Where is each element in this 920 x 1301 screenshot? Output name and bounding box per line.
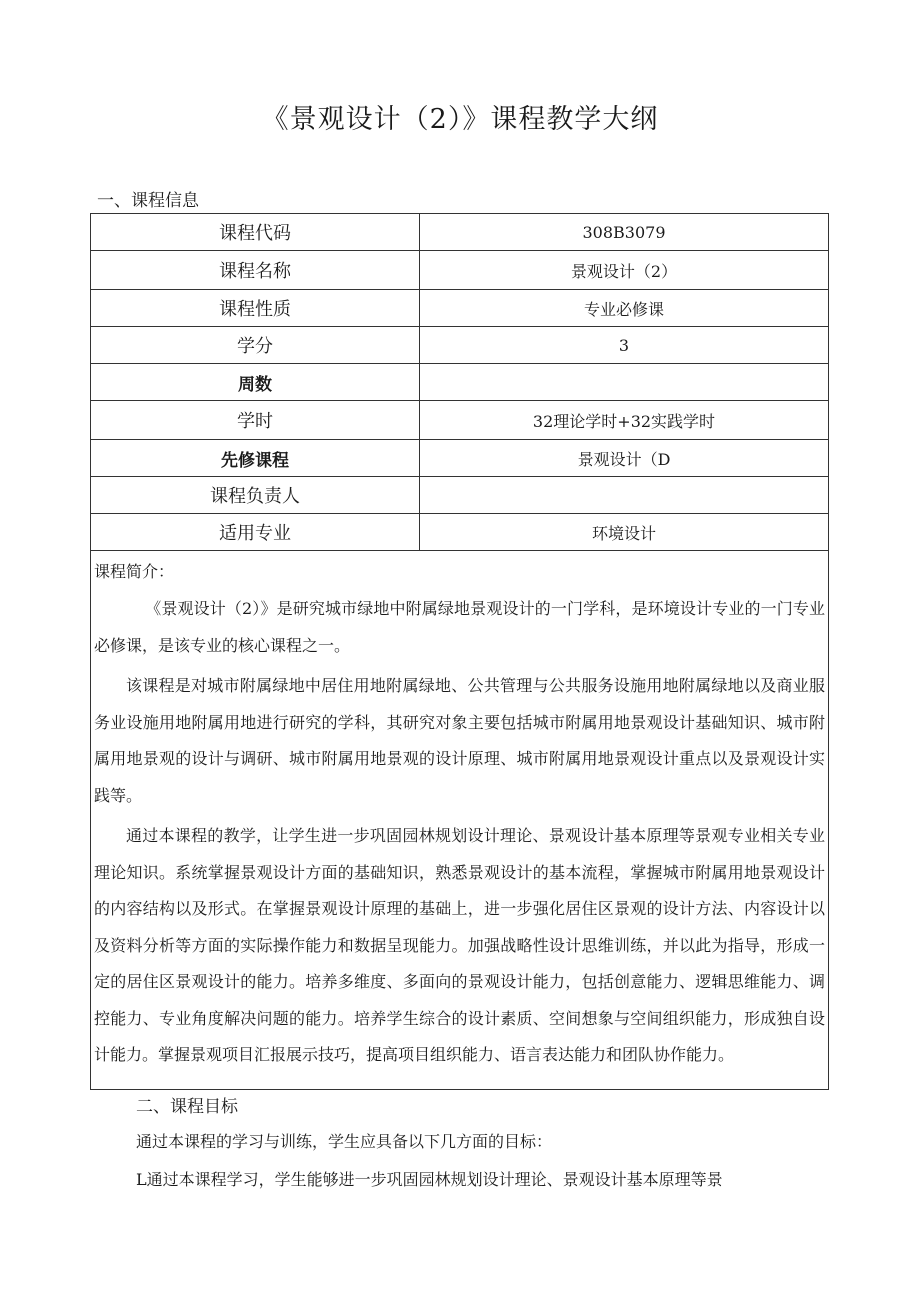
row-label-course-nature: 课程性质 xyxy=(91,290,420,327)
course-info-table xyxy=(90,213,829,551)
row-value-weeks xyxy=(420,364,829,401)
row-label-course-lead: 课程负责人 xyxy=(91,477,420,514)
table-row xyxy=(91,401,829,440)
table-row xyxy=(91,327,829,364)
table-row xyxy=(91,477,829,514)
row-label-hours: 学时 xyxy=(91,401,420,440)
objective-item-1: L通过本课程学习，学生能够进一步巩固园林规划设计理论、景观设计基本原理等景 xyxy=(136,1170,723,1189)
row-label-credits: 学分 xyxy=(91,327,420,364)
row-value-course-nature: 专业必修课 xyxy=(420,290,829,327)
row-value-prerequisite: 景观设计（D xyxy=(420,440,829,477)
intro-paragraph: 该课程是对城市附属绿地中居住用地附属绿地、公共管理与公共服务设施用地附属绿地以及商业服务业设施用地附属用地进行研究的学科，其研究对象主要包括城市附属用地景观设计基础知识、城市附属用地景观的设计与调研、城市附属用地景观的设计原理、城市附属用地景观设计重点以及景观设计实践等。 xyxy=(94,676,825,805)
intro-paragraph: 通过本课程的教学，让学生进一步巩固园林规划设计理论、景观设计基本原理等景观专业相关专业理论知识。系统掌握景观设计方面的基础知识，熟悉景观设计的基本流程，掌握城市附属用地景观设计的内容结构以及形式。在掌握景观设计原理的基础上，进一步强化居住区景观的设计方法、内容设计以及资料分析等方面的实际操作能力和数据呈现能力。加强战略性设计思维训练，并以此为指导，形成一定的居住区景观设计的能力。培养多维度、多面向的景观设计能力，包括创意能力、逻辑思维能力、调控能力、专业角度解决问题的能力。培养学生综合的设计素质、空间想象与空间组织能力，形成独自设计能力。掌握景观项目汇报展示技巧，提高项目组织能力、语言表达能力和团队协作能力。 xyxy=(94,826,825,1064)
table-row xyxy=(91,290,829,327)
row-label-weeks: 周数 xyxy=(91,364,420,401)
row-label-course-name: 课程名称 xyxy=(91,251,420,290)
course-intro-box xyxy=(90,545,829,1090)
row-value-course-lead xyxy=(420,477,829,514)
row-label-major: 适用专业 xyxy=(91,514,420,551)
section-heading-course-objectives: 二、课程目标 xyxy=(136,1097,238,1117)
course-intro-label: 课程简介： xyxy=(94,562,175,581)
row-label-course-code: 课程代码 xyxy=(91,214,420,251)
row-value-credits: 3 xyxy=(420,327,829,364)
intro-paragraph: 《景观设计（2）》是研究城市绿地中附属绿地景观设计的一门学科，是环境设计专业的一门专业必修课，是该专业的核心课程之一。 xyxy=(94,599,825,655)
table-row xyxy=(91,214,829,251)
row-value-hours: 32理论学时+32实践学时 xyxy=(420,401,829,440)
row-label-prerequisite: 先修课程 xyxy=(91,440,420,477)
objectives-intro: 通过本课程的学习与训练，学生应具备以下几方面的目标： xyxy=(136,1132,553,1151)
page-title: 《景观设计（2）》课程教学大纲 xyxy=(261,104,659,135)
table-row xyxy=(91,440,829,477)
table-row xyxy=(91,364,829,401)
section-heading-course-info: 一、课程信息 xyxy=(97,191,199,211)
table-row xyxy=(91,251,829,290)
row-value-major: 环境设计 xyxy=(420,514,829,551)
row-value-course-code: 308B3079 xyxy=(420,214,829,251)
row-value-course-name: 景观设计（2） xyxy=(420,251,829,290)
